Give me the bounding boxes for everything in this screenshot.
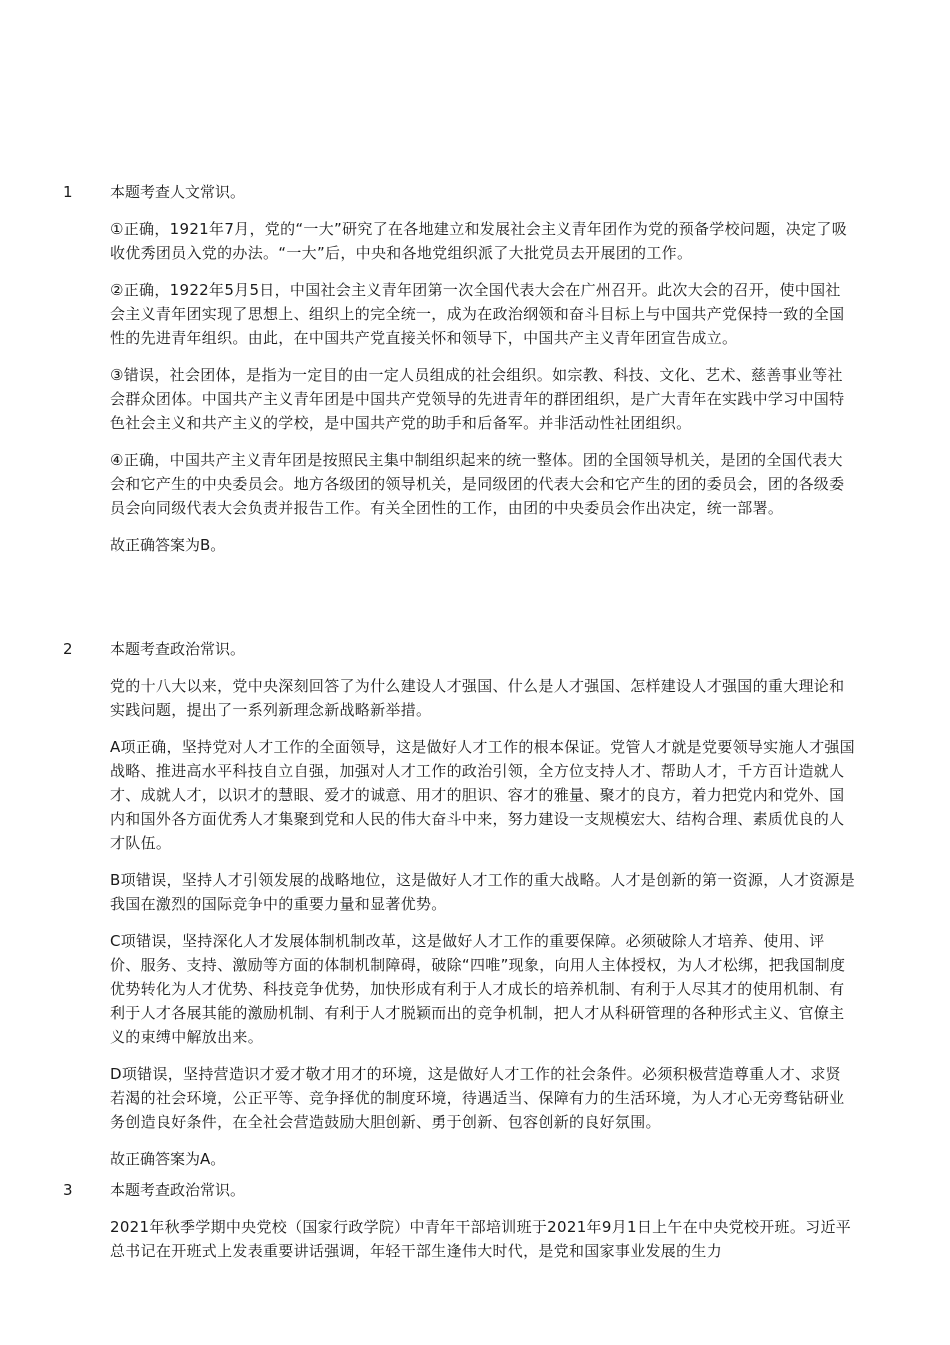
question-body bbox=[110, 180, 855, 557]
question-title: 本题考查政治常识。 bbox=[110, 1181, 246, 1199]
explanation-paragraph: ④正确，中国共产主义青年团是按照民主集中制组织起来的统一整体。团的全国领导机关，是团的全国代表大会和它产生的中央委员会。地方各级团的领导机关，是同级团的代表大会和它产生的团的委员会，团的各级委员会向同级代表大会负责并报告工作。有关全团性的工作，由团的中央委员会作出决定，统一部署。 bbox=[110, 451, 845, 517]
question-number: 3 bbox=[63, 1181, 73, 1199]
explanation-paragraph: ③错误，社会团体，是指为一定目的由一定人员组成的社会组织。如宗教、科技、文化、艺术、慈善事业等社会群众团体。中国共产主义青年团是中国共产党领导的先进青年的群团组织，是广大青年在实践中学习中国特色社会主义和共产主义的学校，是中国共产党的助手和后备军。并非活动性社团组织。 bbox=[110, 366, 845, 432]
explanation-paragraph: C项错误，坚持深化人才发展体制机制改革，这是做好人才工作的重要保障。必须破除人才培养、使用、评价、服务、支持、激励等方面的体制机制障碍，破除“四唯”现象，向用人主体授权，为人才松绑，把我国制度优势转化为人才优势、科技竞争优势，加快形成有利于人才成长的培养机制、有利于人尽其才的使用机制、有利于人才各展其能的激励机制、有利于人才脱颖而出的竞争机制，把人才从科研管理的各种形式主义、官僚主义的束缚中解放出来。 bbox=[110, 932, 846, 1046]
question-number: 2 bbox=[63, 640, 73, 658]
question-body bbox=[110, 637, 855, 1171]
question-title: 本题考查政治常识。 bbox=[110, 640, 246, 658]
question-body bbox=[110, 1178, 855, 1276]
explanation-paragraph: B项错误，坚持人才引领发展的战略地位，这是做好人才工作的重大战略。人才是创新的第一资源，人才资源是我国在激烈的国际竞争中的重要力量和显著优势。 bbox=[110, 871, 855, 913]
explanation-paragraph: 党的十八大以来，党中央深刻回答了为什么建设人才强国、什么是人才强国、怎样建设人才强国的重大理论和实践问题，提出了一系列新理念新战略新举措。 bbox=[110, 677, 845, 719]
explanation-paragraph: ①正确，1921年7月，党的“一大”研究了在各地建立和发展社会主义青年团作为党的预备学校问题，决定了吸收优秀团员入党的办法。“一大”后，中央和各地党组织派了大批党员去开展团的工作。 bbox=[110, 220, 848, 262]
question-number: 1 bbox=[63, 183, 73, 201]
answer-line: 故正确答案为B。 bbox=[110, 536, 226, 554]
answer-line: 故正确答案为A。 bbox=[110, 1150, 226, 1168]
explanation-paragraph: D项错误，坚持营造识才爱才敬才用才的环境，这是做好人才工作的社会条件。必须积极营造尊重人才、求贤若渴的社会环境，公正平等、竞争择优的制度环境，待遇适当、保障有力的生活环境，为人才心无旁骛钻研业务创造良好条件，在全社会营造鼓励大胆创新、勇于创新、包容创新的良好氛围。 bbox=[110, 1065, 845, 1131]
question-title: 本题考查人文常识。 bbox=[110, 183, 246, 201]
explanation-paragraph: A项正确，坚持党对人才工作的全面领导，这是做好人才工作的根本保证。党管人才就是党要领导实施人才强国战略、推进高水平科技自立自强，加强对人才工作的政治引领，全方位支持人才、帮助人才，千方百计造就人才、成就人才，以识才的慧眼、爱才的诚意、用才的胆识、容才的雅量、聚才的良方，着力把党内和党外、国内和国外各方面优秀人才集聚到党和人民的伟大奋斗中来，努力建设一支规模宏大、结构合理、素质优良的人才队伍。 bbox=[110, 738, 855, 852]
explanation-paragraph: ②正确，1922年5月5日，中国社会主义青年团第一次全国代表大会在广州召开。此次大会的召开，使中国社会主义青年团实现了思想上、组织上的完全统一，成为在政治纲领和奋斗目标上与中国共产党保持一致的全国性的先进青年组织。由此，在中国共产党直接关怀和领导下，中国共产主义青年团宣告成立。 bbox=[110, 281, 845, 347]
explanation-paragraph: 2021年秋季学期中央党校（国家行政学院）中青年干部培训班于2021年9月1日上午在中央党校开班。习近平总书记在开班式上发表重要讲话强调，年轻干部生逢伟大时代，是党和国家事业发展的生力 bbox=[110, 1218, 852, 1260]
